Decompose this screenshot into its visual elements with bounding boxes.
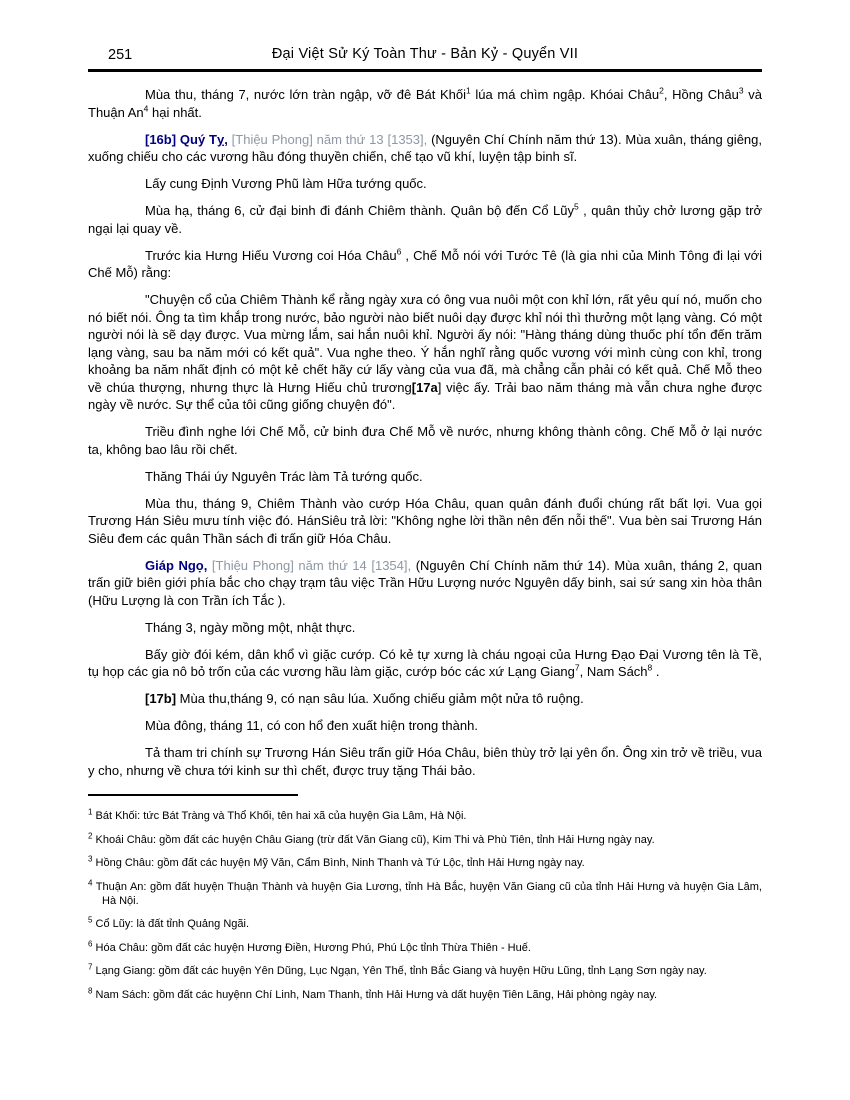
text-run: Bấy giờ đói kém, dân khổ vì giặc cướp. Có kẻ tự xưng là cháu ngoại của Hưng Đạo Đại Vương tên là Tề, tụ họp các gia nô bỏ trốn của các vương hầu làm giặc, cướp bóc các xứ Lạng Giang [88, 646, 762, 679]
footnote-number: 2 [88, 830, 93, 840]
text-run: Mùa thu, tháng 7, nước lớn tràn ngập, vỡ đê Bát Khối [145, 87, 467, 102]
paragraph [88, 131, 762, 166]
footnote-text: Cổ Lũy: là đất tỉnh Quảng Ngãi. [92, 918, 249, 930]
folio-marker: [17a [411, 379, 438, 395]
text-run: Mùa thu,tháng 9, có nạn sâu lúa. Xuống chiếu giảm một nửa tô ruộng. [176, 691, 584, 706]
footnote-list [88, 809, 762, 1002]
text-run: Mùa thu, tháng 9, Chiêm Thành vào cướp Hóa Châu, quan quân đánh đuổi chúng rất bất lợi. Vua gọi Trương Hán Siêu mưu tính việc đó. HánSiêu trả lời: "Không nghe lời thần nên đến nỗi thế". Vua bèn sai Trương Hán Siêu đem các quân Thần sách đi trấn giữ Hóa Châu. [88, 495, 762, 546]
era-year-label: [Thiệu Phong] năm thứ 13 [1353], [231, 131, 432, 147]
footnote-item [88, 809, 762, 823]
text-run: , Nam Sách [579, 664, 648, 679]
era-year-label: [Thiệu Phong] năm thứ 14 [1354], [211, 557, 416, 573]
text-run: (Nguyên Chí Chính năm thứ 14). Mùa xuân, tháng 2, quan trấn giữ biên giới phía bắc cho chạy trạm tâu việc Trần Hữu Lượng nước Nguyên dấy binh, sai sứ sang xin hòa thân (Hữu Lượng là con Trần ích Tắc ). [88, 557, 763, 608]
footnote-item [88, 856, 762, 870]
footnote-text: Nam Sách: gồm đất các huyệnn Chí Linh, Nam Thanh, tỉnh Hải Hưng và dất huyện Tiên Lãng, Hải phòng ngày nay. [92, 988, 658, 1001]
text-run: (Nguyên Chí Chính năm thứ 13). Mùa xuân, tháng giêng, xuống chiếu cho các vương hầu đóng thuyền chiến, chế tạo vũ khí, luyện tập binh sĩ. [88, 131, 762, 164]
footnote-text: Lạng Giang: gồm đất các huyện Yên Dũng, Lục Ngạn, Yên Thế, tỉnh Bắc Giang và huyện Hữu Lũng, tỉnh Lạng Sơn ngày nay. [92, 965, 707, 977]
page-header [88, 0, 762, 72]
text-run: Tả tham tri chính sự Trương Hán Siêu trấn giữ Hóa Châu, biên thùy trở lại yên ổn. Ông xin trở về triều, vua y cho, nhưng về chưa tới kinh sư thì chết, được truy tặng Thái bảo. [88, 745, 762, 778]
text-run: Trước kia Hưng Hiếu Vương coi Hóa Châu [145, 247, 397, 263]
footnote-reference: 5 [573, 201, 579, 212]
footnote-item [88, 877, 762, 908]
footnote-separator-rule [88, 794, 298, 796]
footnote-reference: 8 [647, 662, 653, 673]
text-run: hại nhất. [148, 104, 202, 120]
paragraph [88, 495, 762, 548]
footnote-reference: 2 [659, 85, 664, 96]
text-run: . [652, 664, 660, 679]
paragraph [88, 717, 762, 735]
folio-marker: [17b] [145, 691, 177, 706]
paragraph [88, 646, 762, 681]
text-run: , quân thủy chở lương gặp trở ngại lại quay về. [88, 203, 762, 236]
page-title: Đại Việt Sử Ký Toàn Thư - Bản Kỷ - Quyển VII [271, 46, 579, 62]
footnote-number: 6 [88, 938, 93, 948]
paragraph [88, 557, 762, 610]
footnote-item [88, 830, 762, 847]
footnote-text: Bát Khối: tức Bát Tràng và Thổ Khối, tên hai xã của huyện Gia Lâm, Hà Nội. [92, 810, 467, 822]
footnote-item [88, 917, 762, 931]
footnote-item [88, 985, 762, 1002]
footnote-number: 3 [88, 854, 93, 864]
season-heading: [16b] Quý Tỵ, [145, 131, 232, 147]
footnote-number: 5 [88, 915, 93, 925]
season-heading: Giáp Ngọ, [145, 557, 212, 573]
paragraph [88, 690, 762, 708]
text-run: lúa má chìm ngập. Khóai Châu [470, 87, 660, 102]
text-run: Mùa hạ, tháng 6, cử đại binh đi đánh Chiêm thành. Quân bộ đến Cổ Lũy [145, 203, 574, 218]
paragraph [88, 86, 762, 121]
paragraph [88, 468, 762, 486]
footnote-item [88, 938, 762, 955]
footnote-text: Hồng Châu: gồm đất các huyện Mỹ Văn, Cẩm Bình, Ninh Thanh và Tứ Lộc, tỉnh Hải Hưng ngày nay. [92, 857, 585, 869]
footnote-number: 4 [88, 877, 93, 887]
footnote-text: Hóa Châu: gồm đất các huyện Hương Điền, Hương Phú, Phú Lộc tỉnh Thừa Thiên - Huế. [92, 941, 531, 954]
footnote-item [88, 964, 762, 978]
text-run: và Thuận An [88, 87, 762, 120]
paragraph [88, 744, 762, 779]
page-number: 251 [108, 47, 133, 63]
text-run: ] việc ấy. Trải bao năm tháng mà vẫn chưa nghe được ngày về nước. Sự thể của tôi cũng giống chuyện đó". [88, 379, 762, 412]
footnote-reference: 6 [396, 246, 402, 257]
footnote-text: Khoái Châu: gồm đất các huyện Châu Giang (trừ đất Văn Giang cũ), Kim Thi và Phù Tiên, tỉnh Hải Hưng ngày nay. [92, 833, 655, 846]
text-run: Thăng Thái úy Nguyên Trác làm Tả tướng quốc. [145, 468, 423, 484]
text-run: "Chuyện cổ của Chiêm Thành kể rằng ngày xưa có ông vua nuôi một con khỉ lớn, rất yêu quí nó, muốn cho nó biết nói. Ông ta tìm khắp trong nước, bảo người nào biết nuôi dạy được khỉ nói thì thưởng một lạng vàng. Có một người nói là sẽ dạy được. Vua mừng lắm, sai hắn nuôi khỉ. Người ấy nói: "Hàng tháng dùng thuốc phí tổn đến trăm lạng vàng, sau ba năm mới có kết quả". Vua nghe theo. Ý hắn nghĩ rằng quốc vương với mình cùng con khỉ, trong khoảng ba năm nhất định có một kẻ chết hãy cứ lấy vàng của vua đã, mà chẳng cẫn phải có kết quả. Chế Mỗ theo về chúa thượng, nhưng thực là Hưng Hiếu chủ trương [88, 292, 762, 395]
paragraph [88, 202, 762, 237]
footnotes-section [88, 794, 762, 1002]
paragraph [88, 175, 762, 193]
footnote-number: 7 [88, 962, 93, 972]
footnote-reference: 4 [143, 103, 149, 114]
footnote-number: 8 [88, 985, 93, 995]
paragraph [88, 423, 762, 458]
footnote-reference: 1 [466, 85, 471, 96]
text-run: , Hồng Châu [663, 87, 739, 102]
text-run: Triều đình nghe lới Chế Mỗ, cử binh đưa Chế Mỗ về nước, nhưng không thành công. Chế Mỗ ở lại nước ta, không bao lâu rồi chết. [88, 424, 762, 457]
text-run: Lấy cung Định Vương Phũ làm Hữa tướng quốc. [145, 176, 427, 191]
body-text [88, 86, 762, 779]
footnote-number: 1 [88, 807, 93, 817]
footnote-reference: 3 [738, 85, 744, 96]
text-run: Tháng 3, ngày mồng một, nhật thực. [145, 619, 356, 635]
footnote-text: Thuận An: gồm đất huyện Thuận Thành và huyện Gia Lương, tỉnh Hà Bắc, huyện Văn Giang cũ của tỉnh Hải Hưng và huyện Gia Lâm, Hà Nội. [92, 880, 762, 907]
footnote-reference: 7 [574, 662, 580, 673]
text-run: Mùa đông, tháng 11, có con hổ đen xuất hiện trong thành. [145, 718, 478, 733]
text-run: , Chế Mỗ nói với Tước Tê (là gia nhi của Minh Tông đi lại với Chế Mỗ) rằng: [88, 247, 763, 280]
paragraph [88, 247, 762, 282]
paragraph [88, 619, 762, 637]
paragraph [88, 291, 762, 414]
